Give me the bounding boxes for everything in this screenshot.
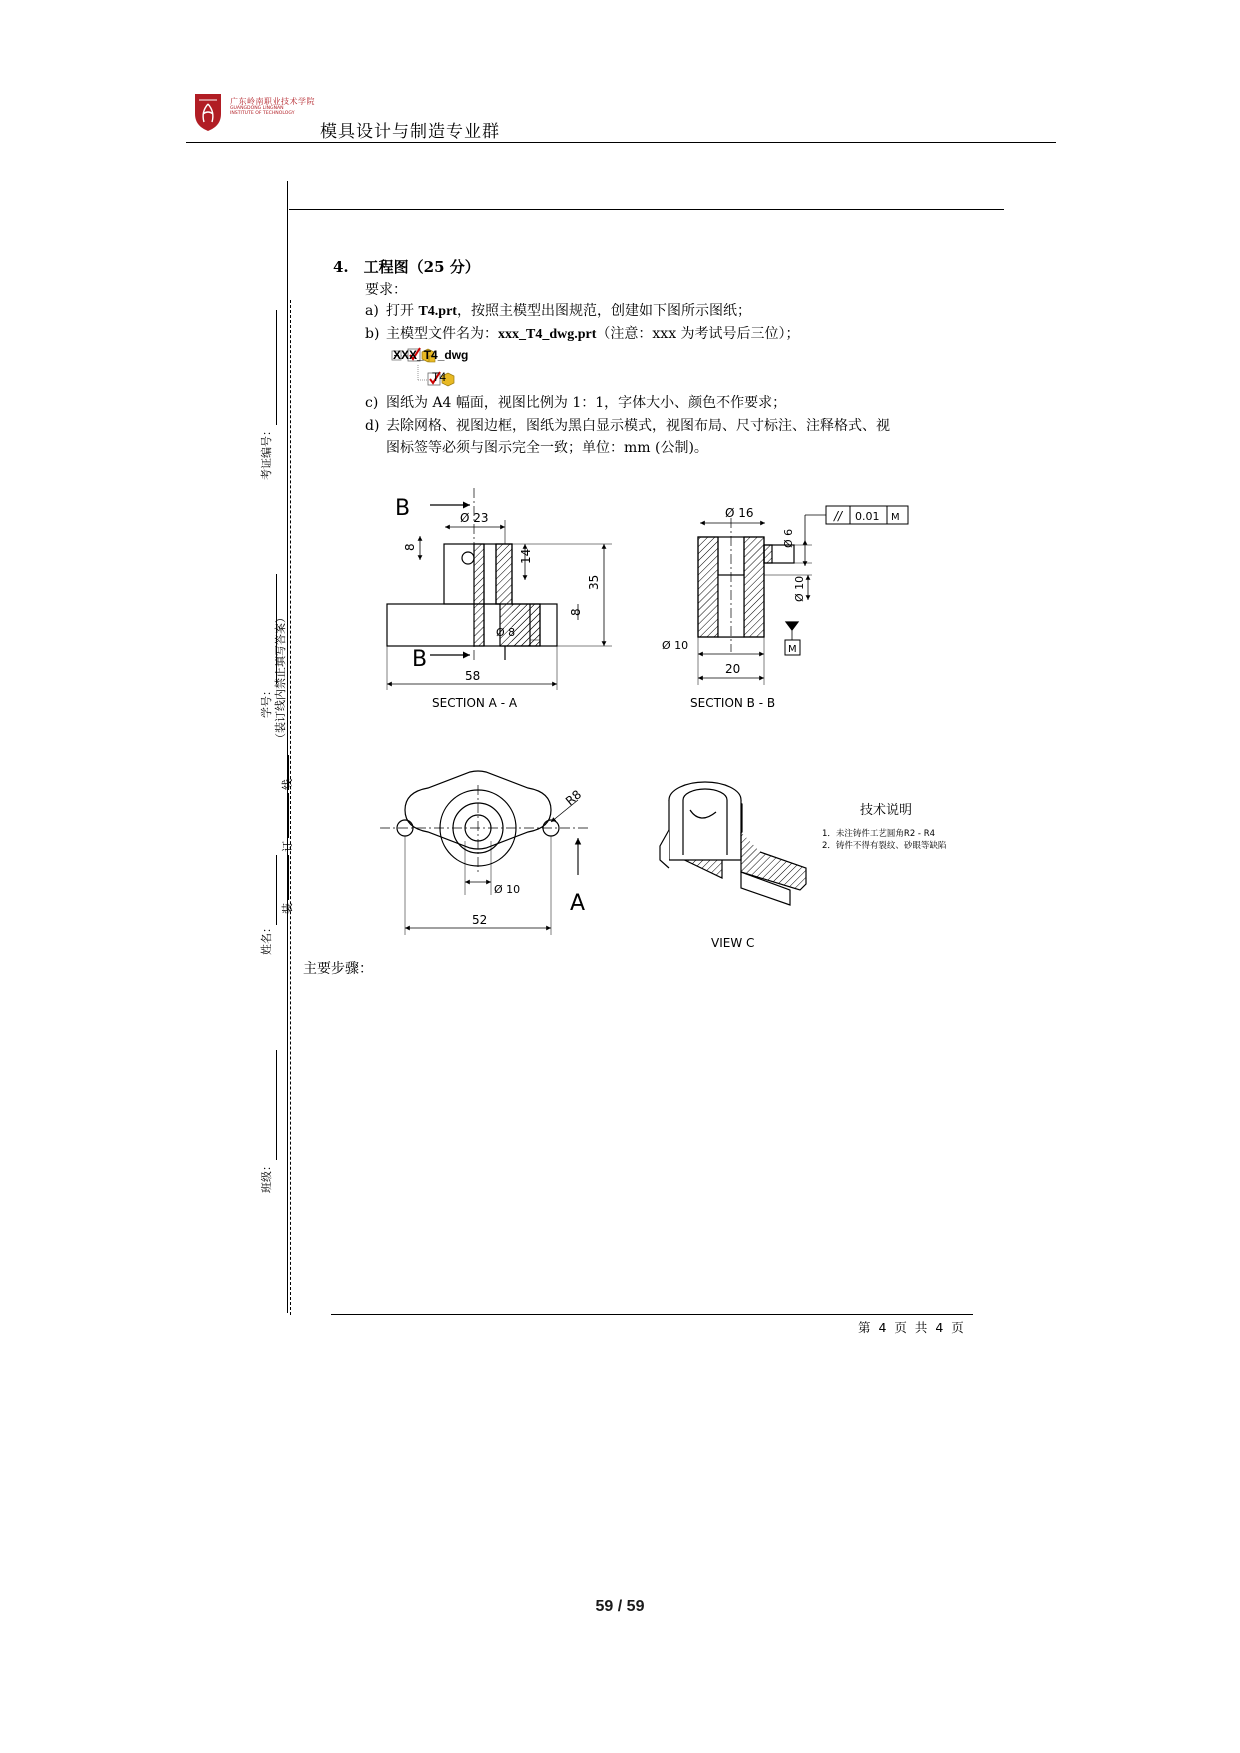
dim-20: 20 <box>725 662 741 676</box>
requirement-a <box>365 300 751 323</box>
requirement-c <box>365 392 786 414</box>
view-c-label: VIEW C <box>711 936 755 950</box>
dim-dia10-bottom: Ø 10 <box>662 639 689 652</box>
school-name-en-line2: INSTITUTE OF TECHNOLOGY <box>230 111 295 116</box>
frame-left-border <box>287 181 288 1313</box>
dim-dia6: Ø 6 <box>782 528 795 548</box>
dim-dia10-side: Ø 10 <box>793 575 806 602</box>
dim-52: 52 <box>472 913 488 927</box>
tech-note-2: 2．铸件不得有裂纹、砂眼等缺陷 <box>822 841 947 851</box>
requirement-a-marker: a) <box>365 303 379 319</box>
student-id-label: 学号： <box>260 685 273 718</box>
footer-divider <box>331 1314 973 1315</box>
binding-char-ding: 订 <box>281 841 294 852</box>
name-field-line <box>276 855 277 925</box>
tech-notes-title: 技术说明 <box>860 803 913 818</box>
requirement-d-line2: 图标签等必须与图示完全一致；单位：mm (公制)。 <box>386 440 708 456</box>
dim-35: 35 <box>587 574 601 590</box>
datum-letter: M <box>788 644 797 655</box>
tree-root-label: XXX_T4_dwg <box>393 348 469 362</box>
dim-58: 58 <box>465 669 481 683</box>
viewer-page-counter: 59 / 59 <box>595 1598 645 1615</box>
engineering-drawing <box>360 480 1000 960</box>
dim-8-left: 8 <box>403 543 417 551</box>
requirement-b-pre: 主模型文件名为： <box>386 326 498 342</box>
section-bb-label: SECTION B - B <box>690 696 776 710</box>
frame-top-rule <box>289 209 1004 210</box>
binding-dashed-line <box>290 300 291 1315</box>
binding-line-seg2 <box>288 793 289 838</box>
dim-dia16: Ø 16 <box>725 506 754 520</box>
school-name-cn: 广东岭南职业技术学院 <box>230 97 315 106</box>
dim-14: 14 <box>519 548 533 564</box>
header-divider <box>186 142 1056 143</box>
requirement-c-text: 图纸为 A4 幅面，视图比例为 1：1，字体大小、颜色不作要求； <box>386 395 787 411</box>
dim-dia8: Ø 8 <box>496 626 516 639</box>
view-c-isometric <box>660 782 806 905</box>
requirement-b-post: （注意：xxx 为考试号后三位）； <box>596 326 800 342</box>
dim-8-right: 8 <box>569 608 583 616</box>
footer-page-number: 第 4 页 共 4 页 <box>858 1320 966 1335</box>
exam-id-label: 考证编号： <box>260 425 273 480</box>
school-name-en <box>230 106 320 116</box>
section-aa-cut-bottom: B <box>412 647 428 672</box>
main-steps-label: 主要步骤： <box>303 961 373 977</box>
tolerance-symbol: // <box>834 509 843 523</box>
question-title: 4. 工程图（25 分） <box>333 258 480 276</box>
tree-child-label: T4 <box>432 370 447 384</box>
class-field-line <box>276 1050 277 1160</box>
requirement-d-marker: d) <box>365 418 380 434</box>
school-logo <box>193 92 223 132</box>
top-view <box>380 771 588 935</box>
exam-id-field-line <box>276 310 277 425</box>
requirement-a-file: T4.prt <box>418 304 457 319</box>
school-name-en-line1: GUANGDONG LINGNAN <box>230 106 284 111</box>
class-label: 班级： <box>260 1160 273 1193</box>
top-cut-letter: A <box>570 891 586 916</box>
requirement-c-marker: c) <box>365 395 379 411</box>
name-label: 姓名： <box>260 922 273 955</box>
requirement-a-pre: 打开 <box>386 303 419 319</box>
requirement-b-marker: b) <box>365 326 380 342</box>
top-dim-dia10: Ø 10 <box>494 883 521 896</box>
binding-char-xian: 线 <box>281 779 294 790</box>
binding-note: （装订线内禁止填写答案） <box>274 612 287 744</box>
tolerance-value: 0.01 <box>855 510 880 523</box>
department-title: 模具设计与制造专业群 <box>320 122 500 142</box>
binding-char-zhuang: 装 <box>281 903 294 914</box>
tolerance-modifier: M <box>891 512 900 523</box>
section-aa-cut-top: B <box>395 496 411 521</box>
requirement-b-file: xxx_T4_dwg.prt <box>498 327 597 342</box>
requirement-a-post: ，按照主模型出图规范，创建如下图所示图纸； <box>456 303 751 319</box>
tech-note-1: 1．未注铸件工艺圆角R2 - R4 <box>822 829 936 839</box>
requirements-label: 要求： <box>365 282 407 298</box>
requirement-d <box>365 415 890 459</box>
binding-line-seg3 <box>288 855 289 900</box>
dim-dia23: Ø 23 <box>460 511 489 525</box>
section-aa-label: SECTION A - A <box>432 696 518 710</box>
requirement-b <box>365 323 800 346</box>
requirement-d-line1: 去除网格、视图边框，图纸为黑白显示模式，视图布局、尺寸标注、注释格式、视 <box>386 418 890 434</box>
dim-r8: R8 <box>562 787 585 809</box>
